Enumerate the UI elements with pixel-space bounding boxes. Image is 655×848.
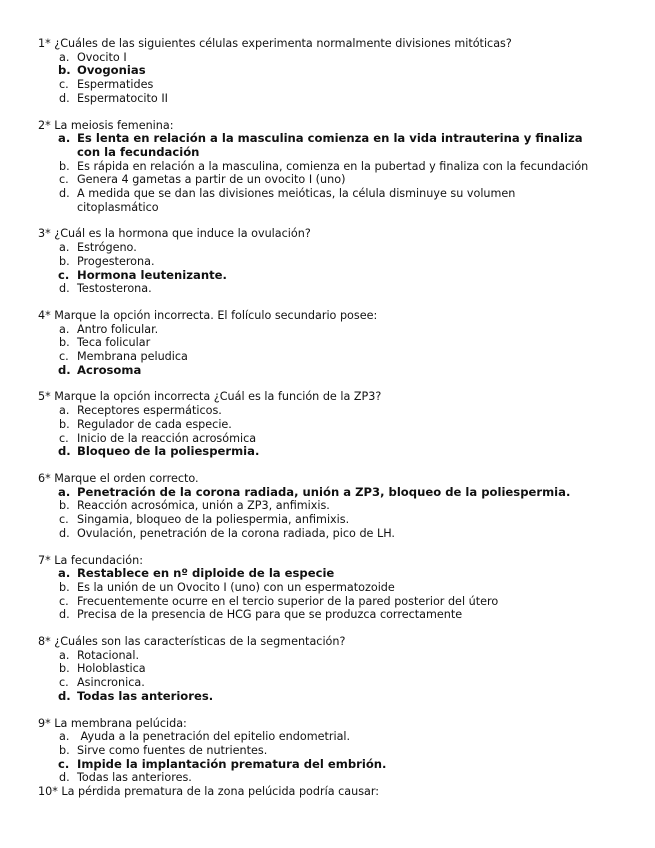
option-d-correct <box>38 445 638 459</box>
option-a <box>38 730 638 744</box>
option-letter: c. <box>59 173 69 187</box>
option-text: Restablece en nº diploide de la especie <box>77 566 335 581</box>
option-list <box>38 730 638 785</box>
option-text: Progesterona. <box>77 254 155 268</box>
option-letter: b. <box>59 417 70 431</box>
option-letter: a. <box>58 566 71 581</box>
option-text: Receptores espermáticos. <box>77 404 222 418</box>
option-list <box>38 486 638 541</box>
option-letter: a. <box>59 648 70 662</box>
option-text: Membrana peludica <box>77 350 188 364</box>
question-title: 7* La fecundación: <box>38 553 143 567</box>
option-a <box>38 51 638 65</box>
option-text: Asincronica. <box>77 676 145 690</box>
option-c <box>38 676 638 690</box>
option-text: Es la unión de un Ovocito I (uno) con un espermatozoide <box>77 580 395 594</box>
option-text: Ovulación, penetración de la corona radiada, pico de LH. <box>77 526 395 540</box>
option-letter: d. <box>58 362 71 377</box>
option-text: Hormona leutenizante. <box>77 267 227 282</box>
question-title: 9* La membrana pelúcida: <box>38 716 187 730</box>
question-title: 3* ¿Cuál es la hormona que induce la ovulación? <box>38 227 311 241</box>
option-list <box>38 323 638 378</box>
option-letter: c. <box>59 350 69 364</box>
option-b <box>38 336 638 350</box>
option-letter: a. <box>59 322 70 336</box>
option-list <box>38 132 638 214</box>
option-c <box>38 595 638 609</box>
option-text: Sirve como fuentes de nutrientes. <box>77 743 268 757</box>
option-text: Singamia, bloqueo de la poliespermia, anfimixis. <box>77 513 350 527</box>
option-text: Es rápida en relación a la masculina, comienza en la pubertad y finaliza con la fecundación <box>77 159 589 173</box>
question-title: 1* ¿Cuáles de las siguientes células experimenta normalmente divisiones mitóticas? <box>38 37 512 50</box>
option-letter: d. <box>58 444 71 459</box>
option-d <box>38 771 638 785</box>
option-text: Espermatocito II <box>77 91 168 105</box>
question-title: 5* Marque la opción incorrecta ¿Cuál es la función de la ZP3? <box>38 390 382 404</box>
option-d-correct <box>38 690 638 704</box>
option-b <box>38 662 638 676</box>
question-8 <box>38 635 638 704</box>
option-text: Testosterona. <box>77 282 152 296</box>
question-7 <box>38 554 638 623</box>
option-d <box>38 282 638 296</box>
question-5 <box>38 390 638 459</box>
option-list <box>38 241 638 296</box>
option-d <box>38 187 567 214</box>
option-text: Frecuentemente ocurre en el tercio superior de la pared posterior del útero <box>77 594 499 608</box>
option-letter: c. <box>58 756 70 771</box>
option-text: Ovogonias <box>77 63 146 78</box>
option-d <box>38 527 638 541</box>
option-a <box>38 404 638 418</box>
question-6 <box>38 472 638 541</box>
option-b <box>38 499 638 513</box>
option-letter: d. <box>59 91 70 105</box>
option-letter: a. <box>59 404 70 418</box>
question-title: 6* Marque el orden correcto. <box>38 471 199 485</box>
option-a <box>38 649 638 663</box>
option-letter: d. <box>58 688 71 703</box>
option-text: Ayuda a la penetración del epitelio endometrial. <box>77 730 351 744</box>
option-b <box>38 255 638 269</box>
option-d <box>38 608 638 622</box>
option-text: Ovocito I <box>77 50 127 64</box>
option-letter: c. <box>58 267 70 282</box>
option-c-correct <box>38 758 638 772</box>
option-letter: c. <box>59 676 69 690</box>
question-title: 2* La meiosis femenina: <box>38 118 174 132</box>
option-c-correct <box>38 269 638 283</box>
option-b <box>38 160 638 174</box>
option-list <box>38 51 638 106</box>
option-letter: c. <box>59 431 69 445</box>
option-d-correct <box>38 364 638 378</box>
option-letter: a. <box>58 131 71 146</box>
option-a <box>38 241 638 255</box>
question-title: 4* Marque la opción incorrecta. El folículo secundario posee: <box>38 308 378 322</box>
question-10 <box>38 785 638 799</box>
option-b <box>38 581 638 595</box>
option-letter: b. <box>59 743 70 757</box>
option-letter: d. <box>59 771 70 785</box>
option-text: Espermatides <box>77 78 154 92</box>
question-9 <box>38 717 638 786</box>
option-letter: b. <box>59 580 70 594</box>
option-letter: c. <box>59 78 69 92</box>
question-title: 10* La pérdida prematura de la zona pelúcida podría causar: <box>38 785 380 799</box>
option-letter: b. <box>59 336 70 350</box>
option-text: Rotacional. <box>77 648 140 662</box>
option-letter: d. <box>59 282 70 296</box>
option-text: Todas las anteriores. <box>77 688 214 703</box>
option-letter: c. <box>59 513 69 527</box>
option-c <box>38 513 638 527</box>
question-2 <box>38 119 638 215</box>
option-c <box>38 173 638 187</box>
option-b <box>38 418 638 432</box>
option-letter: b. <box>59 159 70 173</box>
option-text: Inicio de la reacción acrosómica <box>77 431 257 445</box>
option-letter: d. <box>59 187 70 201</box>
option-list <box>38 649 638 704</box>
quiz-document <box>38 37 638 812</box>
question-3 <box>38 227 638 296</box>
option-letter: a. <box>58 484 71 499</box>
question-title: 8* ¿Cuáles son las características de la segmentación? <box>38 635 346 649</box>
option-text: Teca folicular <box>77 336 151 350</box>
option-text: Precisa de la presencia de HCG para que se produzca correctamente <box>77 608 463 622</box>
option-text: Acrosoma <box>77 362 142 377</box>
option-b-correct <box>38 64 638 78</box>
option-text: Regulador de cada especie. <box>77 417 232 431</box>
option-b <box>38 744 638 758</box>
question-1 <box>38 37 638 106</box>
option-c <box>38 350 638 364</box>
option-text: Genera 4 gametas a partir de un ovocito I (uno) <box>77 173 346 187</box>
option-text: Estrógeno. <box>77 241 137 255</box>
option-text: Antro folicular. <box>77 322 159 336</box>
option-text: Reacción acrosómica, unión a ZP3, anfimixis. <box>77 499 330 513</box>
option-list <box>38 404 638 459</box>
option-d <box>38 92 638 106</box>
option-text: Impide la implantación prematura del embrión. <box>77 756 387 771</box>
option-list <box>38 567 638 622</box>
option-letter: a. <box>59 730 70 744</box>
option-letter: b. <box>59 662 70 676</box>
option-letter: a. <box>59 241 70 255</box>
option-letter: c. <box>59 594 69 608</box>
option-text: Holoblastica <box>77 662 146 676</box>
option-text: Bloqueo de la poliespermia. <box>77 444 260 459</box>
option-letter: d. <box>59 608 70 622</box>
option-letter: b. <box>58 63 71 78</box>
option-text: Es lenta en relación a la masculina comienza en la vida intrauterina y finaliza con la fecundación <box>77 131 583 159</box>
option-a-correct <box>38 132 597 159</box>
option-a <box>38 323 638 337</box>
option-letter: b. <box>59 499 70 513</box>
option-a-correct <box>38 486 638 500</box>
option-c <box>38 78 638 92</box>
option-letter: d. <box>59 526 70 540</box>
option-text: A medida que se dan las divisiones meióticas, la célula disminuye su volumen citoplasmático <box>77 187 516 214</box>
option-a-correct <box>38 567 638 581</box>
option-letter: a. <box>59 50 70 64</box>
question-4 <box>38 309 638 378</box>
option-c <box>38 432 638 446</box>
option-letter: b. <box>59 254 70 268</box>
option-text: Todas las anteriores. <box>77 771 192 785</box>
option-text: Penetración de la corona radiada, unión a ZP3, bloqueo de la poliespermia. <box>77 484 571 499</box>
